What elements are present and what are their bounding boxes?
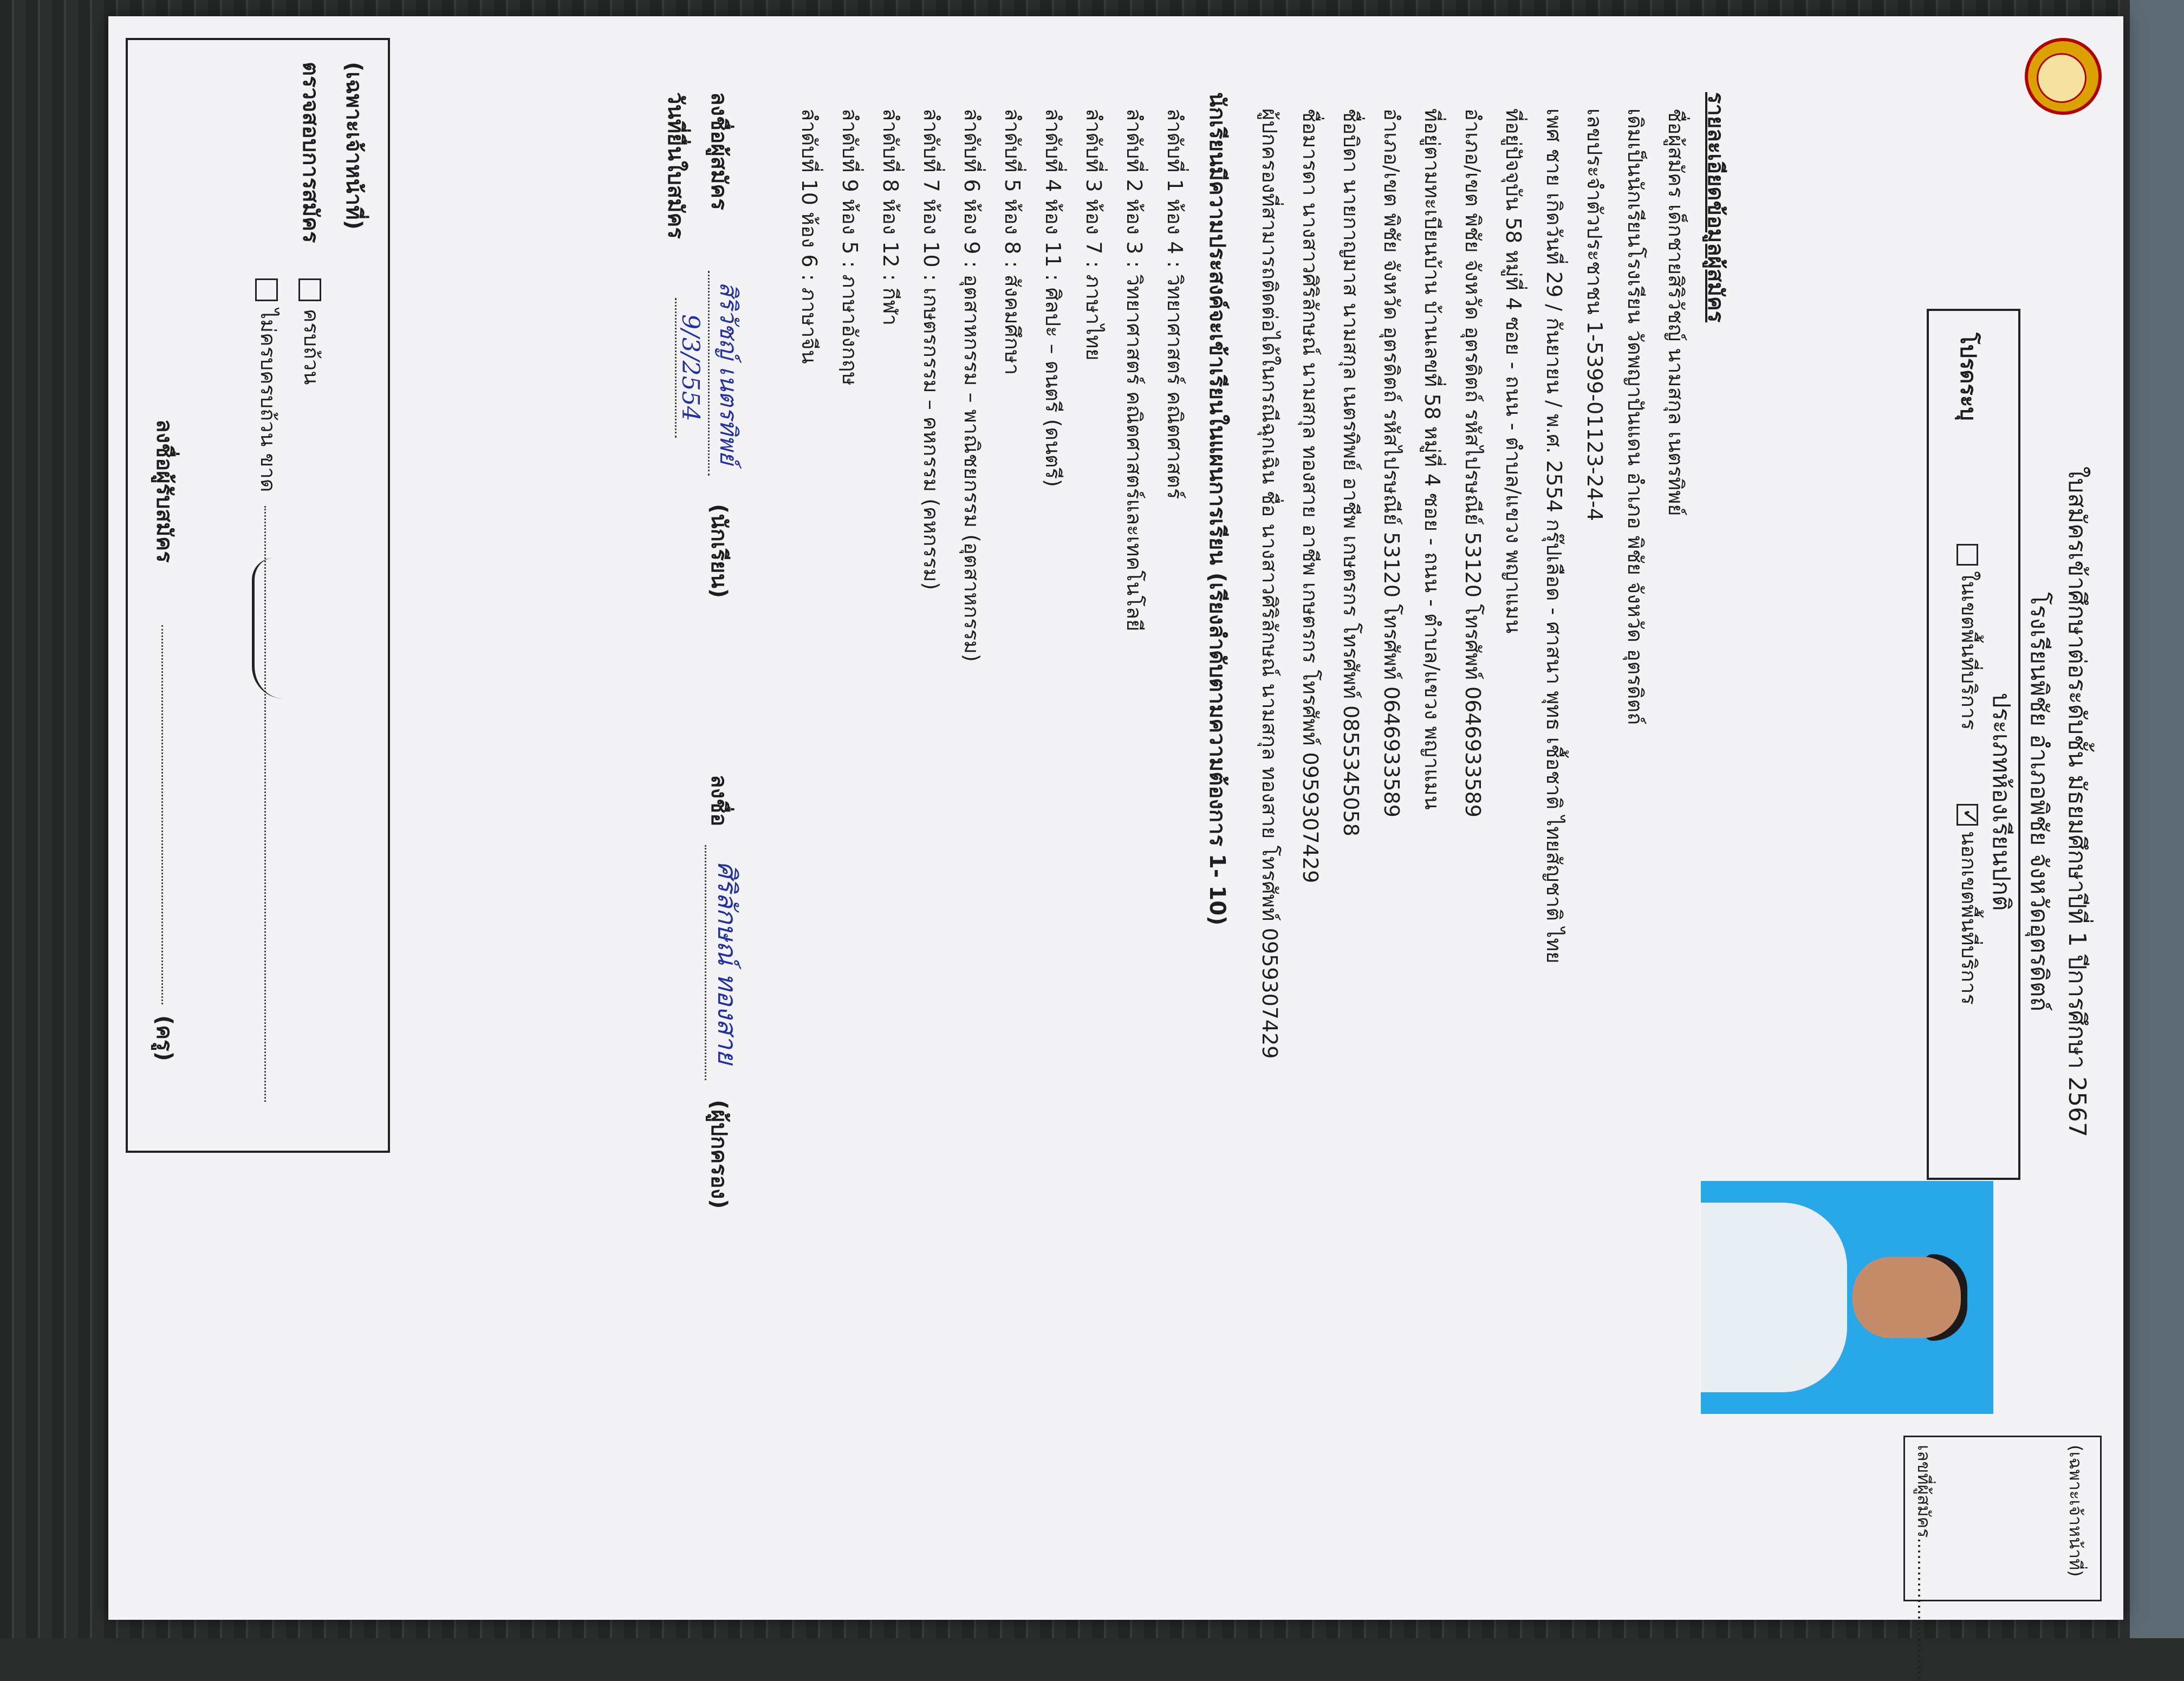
in-area-checkbox[interactable]	[1957, 544, 1979, 566]
specify-label: โปรดระบุ	[1955, 333, 1980, 421]
choice-row: ลำดับที่ 4 ห้อง 11 : ศิลปะ – ดนตรี (ดนตรี)	[1041, 108, 1065, 487]
choice-row: ลำดับที่ 3 ห้อง 7 : ภาษาไทย	[1082, 108, 1106, 361]
receiver-signature-line[interactable]	[161, 625, 163, 1004]
detail-row: เลขประจำตัวประชาชน 1-5399-01123-24-4	[1583, 108, 1607, 521]
applicant-number-field[interactable]: เลขที่ผู้สมัคร..........................	[1914, 1445, 1934, 1681]
detail-row: ผู้ปกครองที่สามารถติดต่อได้ในกรณีฉุกเฉิน ชื่อ นางสาวศิริลักษณ์ นามสกุล ทองสาย โทรศัพท์ 0959307429	[1258, 108, 1282, 1059]
choice-row: ลำดับที่ 7 ห้อง 10 : เกษตรกรรม – คหกรรม (คหกรรม)	[919, 108, 943, 590]
background-edge	[2130, 0, 2184, 1638]
detail-row: ชื่อมารดา นางสาวศิริลักษณ์ นามสกุล ทองสาย อาชีพ เกษตรกร โทรศัพท์ 0959307429	[1298, 108, 1322, 884]
service-area-box	[1927, 309, 2020, 1180]
staff-only-box	[1903, 1436, 2102, 1681]
school-seal-logo	[2025, 38, 2102, 115]
detail-row: ชื่อบิดา นายกาญมาส นามสกุล เนตรทิพย์ อาชีพ เกษตรกร โทรศัพท์ 0855345058	[1339, 108, 1363, 836]
application-form	[108, 16, 2123, 1681]
choice-row: ลำดับที่ 2 ห้อง 3 : วิทยาศาสตร์ คณิตศาสตร์และเทคโนโลยี	[1122, 108, 1146, 632]
check-label: ตรวจสอบการสมัคร	[298, 62, 323, 243]
out-area-label: นอกเขตพื้นที่บริการ	[1957, 831, 1981, 1005]
detail-row: ที่อยู่ตามทะเบียนบ้าน บ้านเลขที่ 58 หมู่ที่ 4 ซอย - ถนน - ตำบล/แขวง พญาแมน	[1420, 108, 1444, 810]
detail-row: ชื่อผู้สมัคร เด็กชายสิริวัชญ์ นามสกุล เนตรทิพย์	[1664, 108, 1688, 516]
form-title: ใบสมัครเข้าศึกษาต่อระดับชั้น มัธยมศึกษาปีที่ 1 ปีการศึกษา 2567	[2063, 466, 2091, 1138]
detail-row: เดิมเป็นนักเรียนโรงเรียน วัดพญาปันแดน อำเภอ พิชัย จังหวัด อุตรดิตถ์	[1623, 108, 1647, 725]
out-area-option[interactable]	[1953, 799, 1986, 1005]
complete-label: ครบถ้วน	[300, 309, 323, 385]
detail-row: ที่อยู่ปัจจุบัน 58 หมู่ที่ 4 ซอย - ถนน - ตำบล/แขวง พญาแมน	[1502, 108, 1525, 634]
class-type: ประเภทห้องเรียนปกติ	[1987, 692, 2015, 911]
complete-option[interactable]	[295, 278, 328, 385]
in-area-label: ในเขตพื้นที่บริการ	[1957, 571, 1981, 730]
school-name: โรงเรียนพิชัย อำเภอพิชัย จังหวัดอุตรดิตถ์	[2025, 592, 2053, 1012]
staff-box-title: (เฉพาะเจ้าหน้าที่)	[2065, 1445, 2086, 1577]
incomplete-option[interactable]	[252, 278, 285, 492]
out-area-checkbox[interactable]	[1957, 804, 1979, 826]
incomplete-label: ไม่ครบครบถ้วน ขาด	[256, 309, 280, 492]
date-value[interactable]: 9/3/2554	[675, 298, 704, 438]
receiver-role: (ครู)	[152, 1015, 177, 1061]
detail-row: อำเภอ/เขต พิชัย จังหวัด อุตรดิตถ์ รหัสไปรษณีย์ 53120 โทรศัพท์ 0646933589	[1461, 108, 1485, 817]
incomplete-checkbox[interactable]	[256, 278, 278, 301]
choice-row: ลำดับที่ 9 ห้อง 5 : ภาษาอังกฤษ	[838, 108, 862, 386]
paper-sheet	[108, 16, 2123, 1681]
applicant-signature[interactable]: สิริวัชญ์ เนตรทิพย์	[708, 271, 748, 476]
detail-row: อำเภอ/เขต พิชัย จังหวัด อุตรดิตถ์ รหัสไปรษณีย์ 53120 โทรศัพท์ 0646933589	[1380, 108, 1403, 817]
guardian-signature-label: ลงชื่อ	[706, 775, 731, 827]
detail-row: เพศ ชาย เกิดวันที่ 29 / กันยายน / พ.ศ. 2554 กรุ๊ปเลือด - ศาสนา พุทธ เชื้อชาติ ไทยสัญชาติ ไทย	[1542, 108, 1566, 964]
guardian-signature[interactable]: ศิริลักษณ์ ทองสาย	[705, 845, 748, 1080]
choice-row: ลำดับที่ 8 ห้อง 12 : กีฬา	[879, 108, 902, 326]
choice-row: ลำดับที่ 10 ห้อง 6 : ภาษาจีน	[797, 108, 821, 364]
guardian-role: (ผู้ปกครอง)	[706, 1100, 731, 1209]
section-title: รายละเอียดข้อมูลผู้สมัคร	[1703, 92, 1728, 323]
complete-checkbox[interactable]	[299, 278, 322, 301]
receiver-signature-label: ลงชื่อผู้รับสมัคร	[152, 419, 177, 563]
teacher-signature-scribble	[252, 558, 320, 699]
choice-row: ลำดับที่ 5 ห้อง 8 : สังคมศึกษา	[1000, 108, 1024, 375]
applicant-photo	[1701, 1181, 1993, 1414]
choice-row: ลำดับที่ 1 ห้อง 4 : วิทยาศาสตร์ คณิตศาสตร์	[1163, 108, 1187, 499]
date-label: วันที่ยื่นใบสมัคร	[663, 92, 688, 239]
applicant-role: (นักเรียน)	[706, 504, 731, 599]
choices-title: นักเรียนมีความประสงค์จะเข้าเรียนในแผนการเรียน (เรียงลำดับตามความต้องการ 1- 10)	[1205, 92, 1230, 926]
choice-row: ลำดับที่ 6 ห้อง 9 : อุตสาหกรรม – พาณิชยกรรม (อุตสาหกรรม)	[960, 108, 984, 662]
applicant-signature-label: ลงชื่อผู้สมัคร	[706, 92, 731, 210]
staff-section-title: (เฉพาะเจ้าหน้าที่)	[341, 62, 366, 230]
in-area-option[interactable]	[1953, 538, 1986, 730]
